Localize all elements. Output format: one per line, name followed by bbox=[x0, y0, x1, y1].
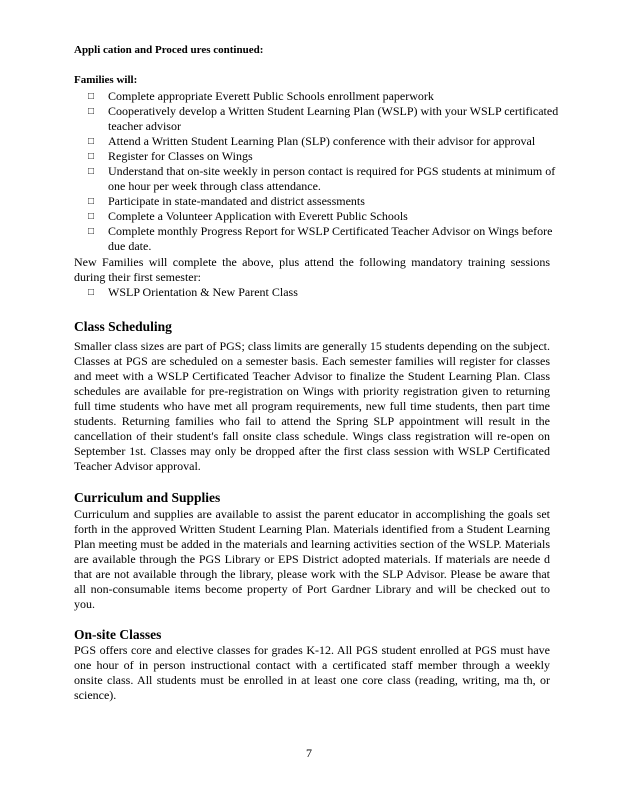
checkbox-bullet-icon: □ bbox=[88, 106, 95, 117]
checkbox-bullet-icon: □ bbox=[88, 136, 95, 147]
checkbox-bullet-icon: □ bbox=[88, 226, 95, 237]
class-scheduling-body: Smaller class sizes are part of PGS; class limits are generally 15 students depending on the subject. Classes at PGS are scheduled on a semester basis. Each semester families will register for classes and meet with a WSLP Certificated Teacher Advisor to finalize the Student Learning Plan. Class schedules are available for pre-registration on Wings with priority registration given to returning full time students who have met all program requirements, new full time students, then part time students. Returning families who fail to attend the Spring SLP appointment will result in the cancellation of their student's fall onsite class schedule. Wings class registration will re-open on September 1st. Classes may only be dropped after the first class session with WSLP Certificated Teacher Advisor approval. bbox=[74, 339, 550, 473]
list-item: □ Cooperatively develop a Written Student Learning Plan (WSLP) with your WSLP certificated teacher advisor bbox=[88, 104, 559, 133]
section-title-class-scheduling: Class Scheduling bbox=[74, 319, 172, 334]
page-number: 7 bbox=[306, 746, 312, 760]
families-label: Families will: bbox=[74, 74, 138, 86]
list-item: □ Attend a Written Student Learning Plan (SLP) conference with their advisor for approval bbox=[88, 134, 536, 148]
list-item: □ Complete monthly Progress Report for WSLP Certificated Teacher Advisor on Wings before due date. bbox=[88, 224, 553, 253]
new-families-text: New Families will complete the above, plus attend the following mandatory training sessions during their first semester: bbox=[74, 255, 550, 284]
header-title: Appli cation and Proced ures continued: bbox=[74, 44, 264, 56]
checkbox-bullet-icon: □ bbox=[88, 287, 95, 298]
list-item: □ Register for Classes on Wings bbox=[88, 149, 253, 163]
checkbox-bullet-icon: □ bbox=[88, 166, 95, 177]
family-requirements-list bbox=[74, 89, 564, 254]
curriculum-body: Curriculum and supplies are available to assist the parent educator in accomplishing the goals set forth in the approved Written Student Learning Plan. Materials identified from a Student Learning Plan meeting must be added in the materials and learning activities section of the WSLP. Materials are available through the PGS Library or EPS District adopted materials. If materials are neede d that are not available through the library, please work with the SLP Advisor. Please be aware that all non-consumable items become property of Port Gardner Library and will be checked out to you. bbox=[74, 507, 550, 611]
list-item: □ Participate in state-mandated and district assessments bbox=[88, 194, 365, 208]
section-title-curriculum: Curriculum and Supplies bbox=[74, 490, 221, 505]
list-item: □ Complete a Volunteer Application with Everett Public Schools bbox=[88, 209, 408, 223]
checkbox-bullet-icon: □ bbox=[88, 211, 95, 222]
checkbox-bullet-icon: □ bbox=[88, 91, 95, 102]
list-item: □ Understand that on-site weekly in person contact is required for PGS students at minimum of one hour per week through class attendance. bbox=[88, 164, 556, 193]
list-item: □ WSLP Orientation & New Parent Class bbox=[88, 285, 298, 299]
new-family-training-list bbox=[74, 285, 564, 300]
section-title-onsite-classes: On-site Classes bbox=[74, 627, 162, 642]
onsite-classes-body: PGS offers core and elective classes for grades K-12. All PGS student enrolled at PGS must have one hour of in person instructional contact with a certificated staff member through a weekly onsite class. All students must be enrolled in at least one core class (reading, writing, ma th, or science). bbox=[74, 643, 550, 702]
list-item: □ Complete appropriate Everett Public Schools enrollment paperwork bbox=[88, 89, 434, 103]
checkbox-bullet-icon: □ bbox=[88, 151, 95, 162]
checkbox-bullet-icon: □ bbox=[88, 196, 95, 207]
